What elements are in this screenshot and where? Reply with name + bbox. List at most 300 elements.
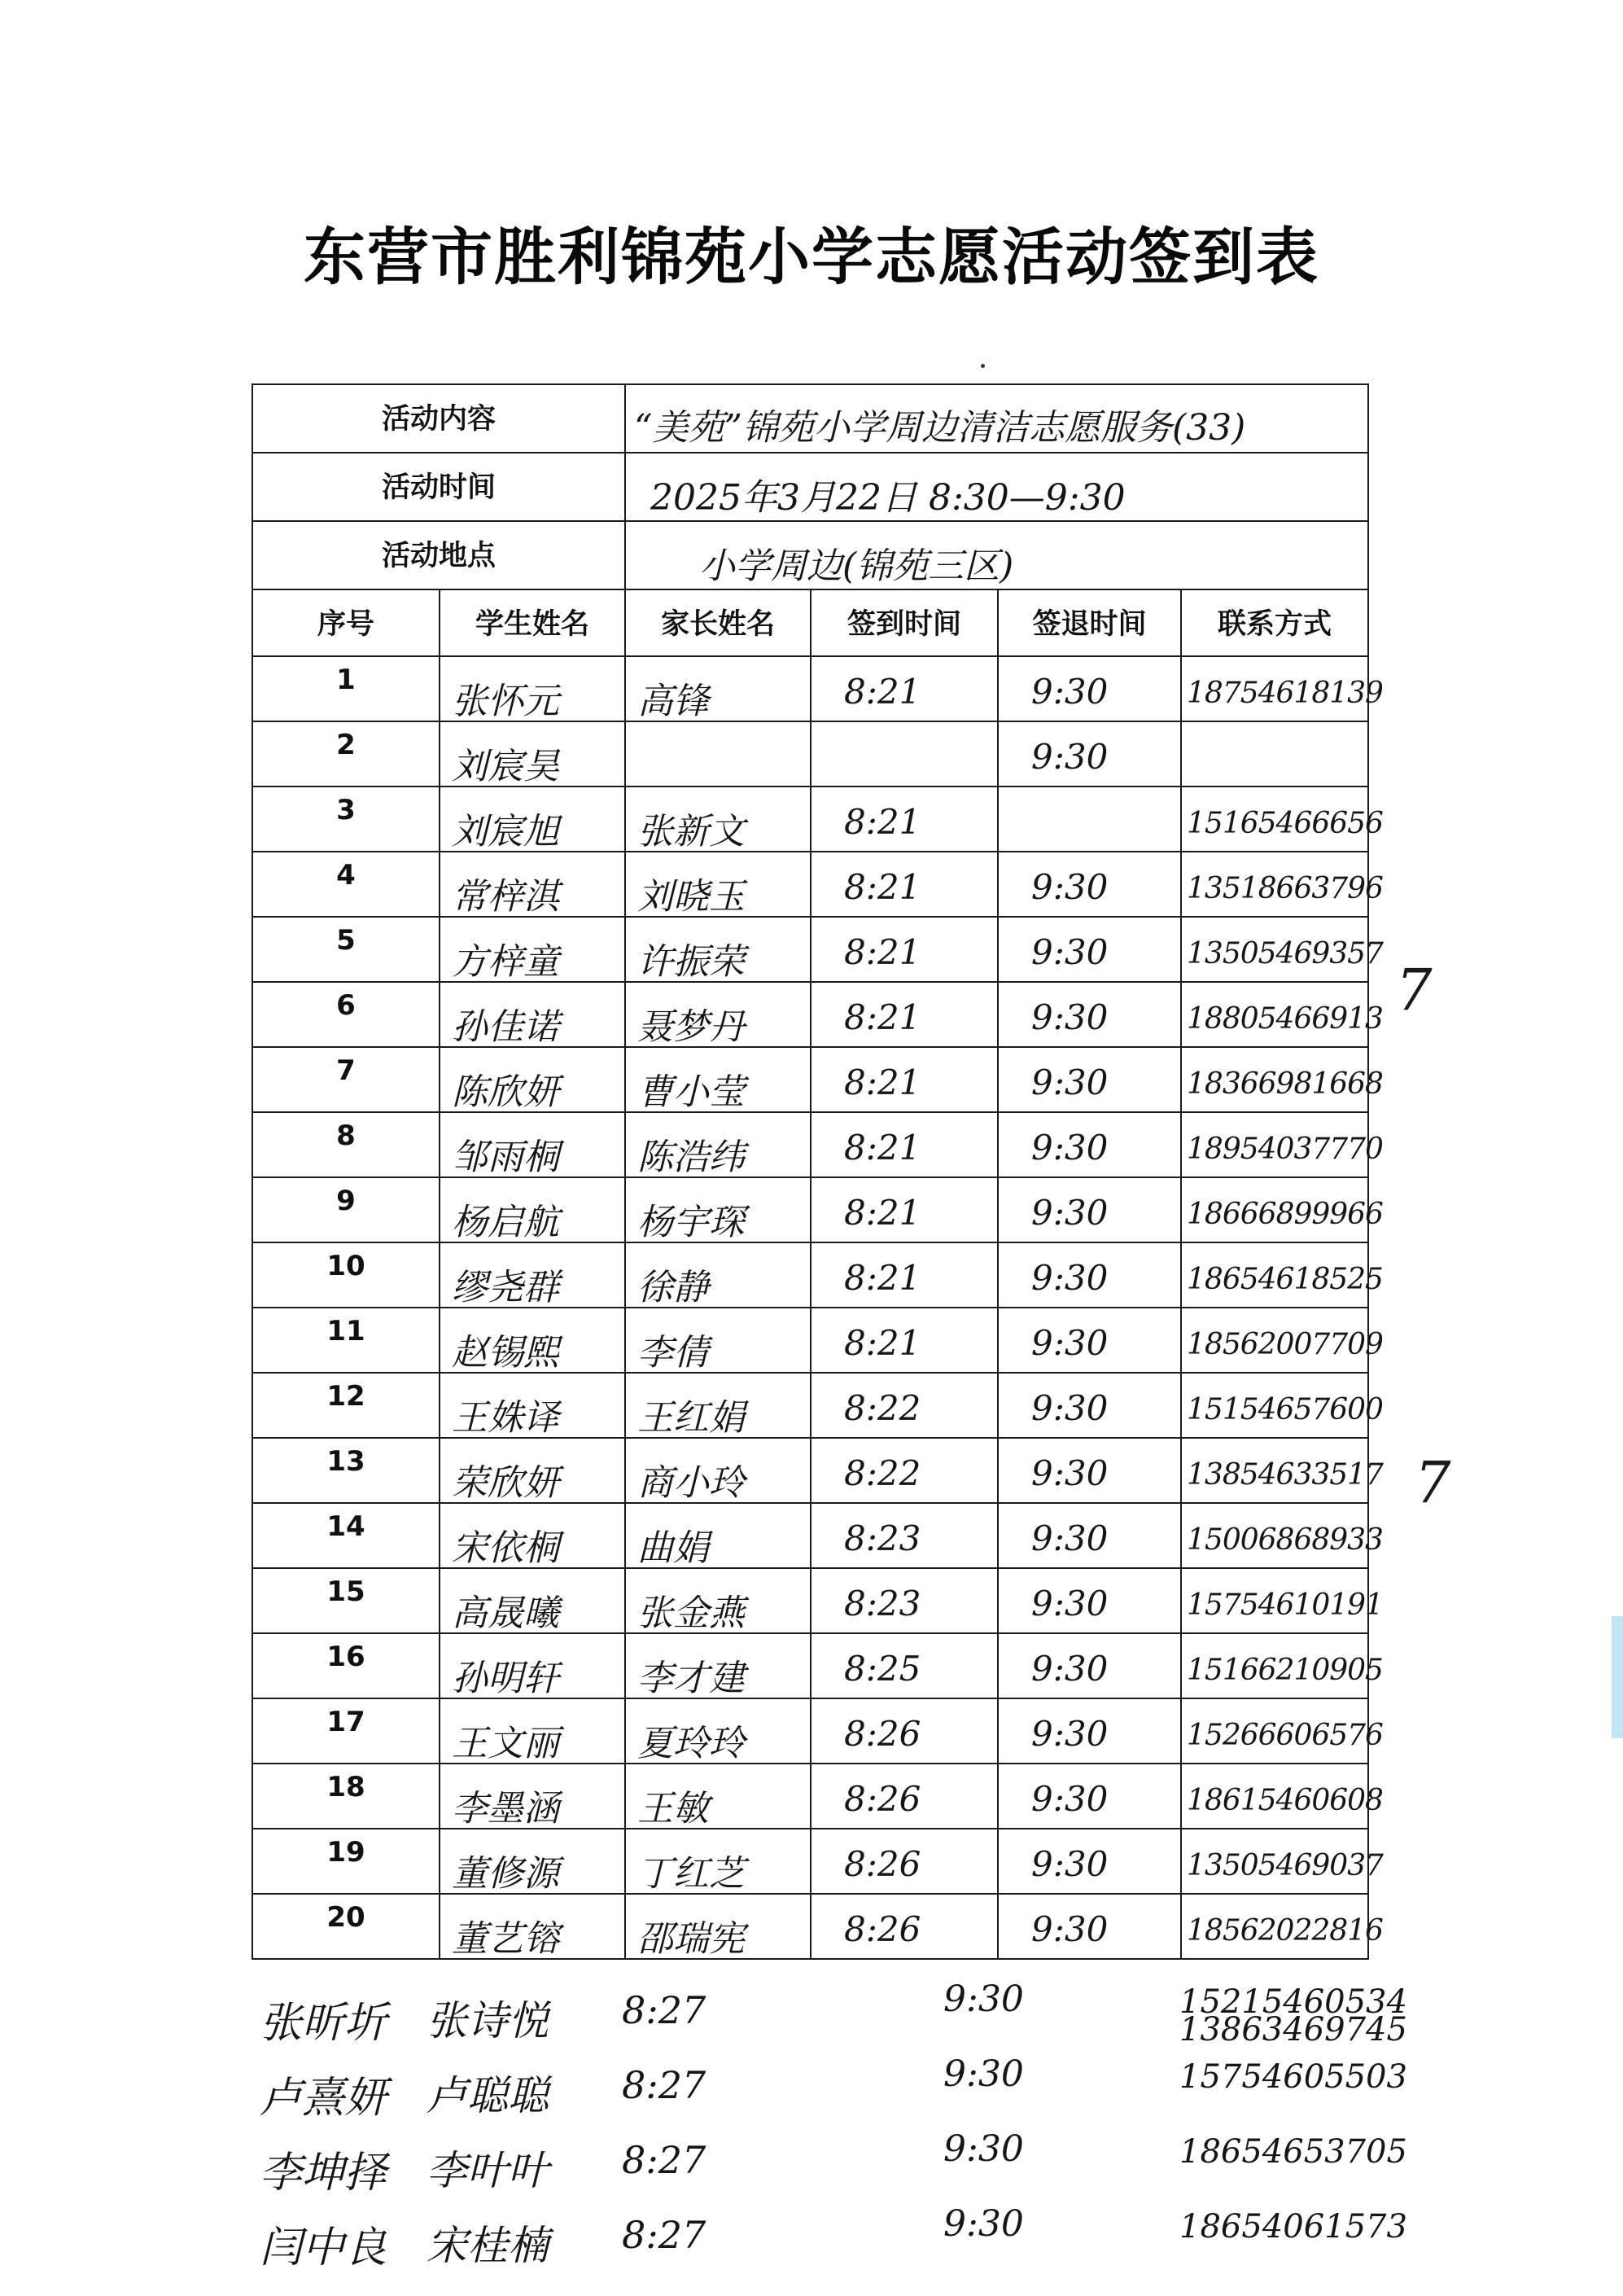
phone-number: 15754610191 [1187,1588,1383,1622]
student-name-cell [440,787,625,852]
phone-number: 15166210905 [1187,1654,1383,1687]
student-name-cell [440,1633,625,1698]
header-cell [1181,589,1368,656]
table-row [252,1112,1368,1177]
phone-number-cell [1181,1242,1383,1308]
seq-cell [252,721,440,787]
parent-name-cell [625,1112,811,1177]
header-checkin: 签到时间 [847,608,962,641]
parent-name: 夏玲玲 [637,1723,746,1764]
checkout-time: 9:30 [1031,867,1109,907]
phone-number: 18754618139 [1187,677,1383,710]
phone-number-cell [1181,917,1383,982]
seq-number: 13 [326,1445,365,1478]
phone-number: 18666899966 [1187,1198,1383,1231]
activity-time-value: 2025年3月22日 8:30—9:30 [650,477,1126,519]
table-row [252,1894,1368,1959]
parent-name: 陈浩纬 [637,1137,746,1178]
student-name: 李墨涵 [452,1788,559,1829]
seq-cell [252,1373,440,1438]
student-name: 杨启航 [452,1202,559,1243]
seq-number: 5 [336,924,356,957]
parent-name-cell [625,1829,811,1894]
parent-name: 李才建 [637,1658,746,1699]
phone-number-cell [1181,852,1383,917]
checkin-time-cell [811,1829,998,1894]
phone-number-cell [1181,1894,1383,1959]
header-row [252,589,1368,656]
checkout-time-cell [998,656,1181,721]
seq-cell [252,656,440,721]
student-name: 宋依桐 [452,1527,559,1569]
table-row [252,721,1368,787]
seq-cell [252,917,440,982]
student-name-cell [440,1764,625,1829]
extra-student-name: 张昕圻 [260,1999,387,2048]
seq-number: 11 [326,1315,365,1347]
header-checkout: 签退时间 [1032,608,1147,641]
student-name: 董艺镕 [452,1918,559,1960]
checkout-time: 9:30 [1031,1909,1109,1949]
student-name-cell [440,1503,625,1568]
student-name: 王姝译 [452,1397,559,1439]
table-row [252,1633,1368,1698]
phone-number-cell [1181,1308,1383,1373]
student-name-cell [440,1438,625,1503]
checkin-time-cell [811,1373,998,1438]
table-row [252,1829,1368,1894]
seq-cell [252,1764,440,1829]
seq-cell [252,1438,440,1503]
seq-cell [252,852,440,917]
phone-number-cell [1181,1633,1383,1698]
checkin-time-cell [811,1047,998,1112]
checkin-time: 8:21 [844,1128,921,1168]
checkout-time: 9:30 [1031,1258,1109,1298]
phone-number: 18954037770 [1187,1133,1383,1166]
parent-name-cell [625,1438,811,1503]
phone-number: 18615460608 [1187,1784,1383,1817]
student-name: 邹雨桐 [452,1137,559,1178]
checkout-time-cell [998,1829,1181,1894]
activity-content-label-cell [252,384,625,453]
student-name-cell [440,917,625,982]
activity-place-label-cell [252,521,625,589]
checkin-time-cell [811,787,998,852]
seq-number: 20 [326,1901,365,1934]
phone-number-cell [1181,656,1383,721]
table-row [252,1438,1368,1503]
phone-number-cell [1181,1503,1383,1568]
phone-overflow-digit: 7 [1415,1449,1451,1516]
seq-number: 10 [326,1250,365,1282]
extra-checkout-time: 9:30 [943,2128,1024,2170]
checkout-time: 9:30 [1031,672,1109,712]
activity-place-row [252,521,1368,589]
parent-name-cell [625,1764,811,1829]
table-row [252,1308,1368,1373]
student-name: 方梓童 [452,941,559,983]
checkout-time-cell [998,1568,1181,1633]
checkout-time: 9:30 [1031,1844,1109,1884]
student-name-cell [440,1894,625,1959]
checkout-time: 9:30 [1031,1063,1109,1102]
parent-name-cell [625,982,811,1047]
phone-number: 18805466913 [1187,1002,1383,1036]
student-name: 荣欣妍 [452,1462,559,1504]
checkin-time-cell [811,852,998,917]
parent-name: 高锋 [637,681,710,722]
checkout-time-cell [998,1894,1181,1959]
extra-parent-name: 卢聪聪 [427,2072,549,2119]
seq-number: 9 [336,1185,356,1217]
student-name: 刘宸昊 [452,746,559,787]
seq-cell [252,982,440,1047]
checkin-time: 8:21 [844,997,921,1037]
seq-number: 1 [336,664,356,696]
scan-edge-mark [1612,1616,1623,1738]
table-row [252,787,1368,852]
seq-cell [252,1177,440,1242]
phone-number-cell [1181,1698,1383,1764]
phone-number: 13518663796 [1187,872,1383,905]
page-title: 东营市胜利锦苑小学志愿活动签到表 [304,221,1319,293]
student-name: 陈欣妍 [452,1071,559,1113]
student-name-cell [440,982,625,1047]
checkout-time-cell [998,1503,1181,1568]
checkin-time: 8:21 [844,867,921,907]
table-row [252,917,1368,982]
checkout-time: 9:30 [1031,1518,1109,1558]
phone-number-cell [1181,787,1383,852]
student-name-cell [440,1698,625,1764]
seq-number: 8 [336,1120,356,1152]
activity-place-label: 活动地点 [382,540,497,572]
student-name: 刘宸旭 [452,811,559,852]
seq-cell [252,787,440,852]
phone-number: 13505469037 [1187,1849,1383,1882]
checkin-time-cell [811,1503,998,1568]
student-name: 高晟曦 [452,1593,559,1634]
checkin-time: 8:23 [844,1518,921,1558]
checkout-time: 9:30 [1031,1388,1109,1428]
phone-number-cell [1181,1568,1383,1633]
parent-name: 许振荣 [637,941,746,983]
activity-content-row [252,384,1368,453]
checkin-time-cell [811,982,998,1047]
student-name-cell [440,1308,625,1373]
seq-cell [252,1568,440,1633]
student-name-cell [440,1373,625,1438]
seq-cell [252,1698,440,1764]
student-name-cell [440,656,625,721]
phone-number-cell [1181,1047,1383,1112]
seq-number: 17 [326,1706,365,1738]
checkin-time: 8:26 [844,1779,921,1819]
extra-checkin-time: 8:27 [622,1988,707,2032]
extra-entries [252,1980,1472,2289]
checkin-time: 8:21 [844,1193,921,1233]
activity-time-label: 活动时间 [382,471,497,504]
extra-phone-number: 15215460534 13863469745 [1179,1983,1407,2048]
checkout-time: 9:30 [1031,1584,1109,1623]
signin-table [252,383,1383,1960]
checkout-time: 9:30 [1031,1323,1109,1363]
rows-body [252,656,1383,1960]
activity-time-value-cell [625,453,1368,521]
student-name: 孙明轩 [452,1658,559,1699]
student-name: 王文丽 [452,1723,559,1764]
checkout-time-cell [998,1438,1181,1503]
seq-cell [252,1242,440,1308]
parent-name-cell [625,1308,811,1373]
extra-checkout-time: 9:30 [943,2053,1024,2095]
parent-name: 刘晓玉 [637,876,746,918]
extra-phone-number: 15754605503 [1179,2058,1407,2096]
header-cell [440,589,625,656]
student-name-cell [440,1568,625,1633]
parent-name: 丁红芝 [637,1853,746,1895]
checkout-time-cell [998,917,1181,982]
seq-number: 4 [336,859,356,892]
checkout-time-cell [998,787,1181,852]
student-name-cell [440,721,625,787]
student-name: 赵锡熙 [452,1332,559,1374]
parent-name-cell [625,1242,811,1308]
parent-name: 王敏 [637,1788,710,1829]
seq-number: 18 [326,1771,365,1803]
header-cell [811,589,998,656]
parent-name-cell [625,1894,811,1959]
student-name-cell [440,1242,625,1308]
student-name: 董修源 [452,1853,559,1895]
phone-number: 15266606576 [1187,1719,1383,1752]
parent-name-cell [625,1568,811,1633]
student-name: 缪尧群 [452,1267,559,1308]
checkin-time: 8:21 [844,802,921,842]
phone-number-cell [1181,1829,1383,1894]
table-row [252,1568,1368,1633]
checkout-time-cell [998,982,1181,1047]
checkout-time: 9:30 [1031,1779,1109,1819]
phone-overflow-digit: 7 [1396,957,1433,1023]
extra-phone-number: 18654653705 [1179,2133,1407,2171]
checkin-time: 8:22 [844,1453,921,1493]
table-row [252,1698,1368,1764]
checkin-time: 8:21 [844,932,921,972]
checkout-time: 9:30 [1031,997,1109,1037]
activity-content-value-cell [625,384,1368,453]
parent-name-cell [625,917,811,982]
parent-name-cell [625,1698,811,1764]
student-name: 孙佳诺 [452,1006,559,1048]
phone-number-cell [1181,1112,1383,1177]
parent-name: 张金燕 [637,1593,746,1634]
extra-checkin-time: 8:27 [622,2063,707,2107]
header-student: 学生姓名 [475,608,590,641]
checkin-time-cell [811,1242,998,1308]
phone-number: 13854633517 [1187,1458,1383,1492]
parent-name-cell [625,852,811,917]
checkin-time-cell [811,1438,998,1503]
phone-number-cell [1181,1177,1383,1242]
phone-number: 13505469357 [1187,937,1383,971]
checkin-time-cell [811,1764,998,1829]
header-seq: 序号 [317,608,374,641]
activity-place-value-cell [625,521,1368,589]
parent-name: 聂梦丹 [637,1006,746,1048]
seq-number: 16 [326,1641,365,1673]
checkin-time-cell [811,917,998,982]
seq-cell [252,1829,440,1894]
checkout-time: 9:30 [1031,1128,1109,1168]
checkin-time: 8:22 [844,1388,921,1428]
parent-name-cell [625,1633,811,1698]
checkout-time-cell [998,1633,1181,1698]
checkin-time: 8:26 [844,1714,921,1754]
phone-number: 18366981668 [1187,1067,1383,1101]
checkin-time-cell [811,656,998,721]
checkout-time-cell [998,1308,1181,1373]
checkin-time: 8:26 [844,1844,921,1884]
checkin-time-cell [811,1177,998,1242]
parent-name: 曹小莹 [637,1071,746,1113]
checkout-time: 9:30 [1031,737,1109,777]
seq-number: 7 [336,1054,356,1087]
extra-checkout-time: 9:30 [943,2203,1024,2245]
parent-name: 杨宇琛 [637,1202,746,1243]
parent-name-cell [625,721,811,787]
parent-name-cell [625,1177,811,1242]
table-row [252,1177,1368,1242]
activity-content-label: 活动内容 [382,403,497,436]
seq-cell [252,1503,440,1568]
checkout-time: 9:30 [1031,1714,1109,1754]
extra-parent-name: 张诗悦 [427,1997,549,2044]
checkin-time: 8:21 [844,672,921,712]
seq-cell [252,1308,440,1373]
seq-cell [252,1633,440,1698]
checkin-time-cell [811,1698,998,1764]
activity-place-value: 小学周边(锦苑三区) [699,546,1014,587]
checkin-time: 8:23 [844,1584,921,1623]
table-row [252,656,1368,721]
phone-number-cell [1181,1764,1383,1829]
parent-name: 徐静 [637,1267,710,1308]
seq-cell [252,1047,440,1112]
checkin-time: 8:21 [844,1063,921,1102]
table-row [252,1764,1368,1829]
seq-cell [252,1112,440,1177]
checkin-time-cell [811,1112,998,1177]
seq-number: 19 [326,1836,365,1869]
activity-time-label-cell [252,453,625,521]
checkin-time: 8:21 [844,1258,921,1298]
header-cell [252,589,440,656]
checkin-time-cell [811,1894,998,1959]
stray-dot [981,364,985,368]
phone-number: 15154657600 [1187,1393,1383,1426]
header-cell [998,589,1181,656]
student-name-cell [440,1829,625,1894]
checkout-time-cell [998,721,1181,787]
phone-number: 15006868933 [1187,1523,1383,1557]
extra-parent-name: 宋桂楠 [427,2222,549,2269]
checkout-time-cell [998,1047,1181,1112]
checkout-time: 9:30 [1031,1453,1109,1493]
seq-number: 12 [326,1380,365,1413]
parent-name-cell [625,656,811,721]
parent-name-cell [625,1047,811,1112]
checkout-time: 9:30 [1031,932,1109,972]
checkin-time-cell [811,721,998,787]
checkout-time-cell [998,1112,1181,1177]
checkin-time: 8:26 [844,1909,921,1949]
checkout-time-cell [998,1764,1181,1829]
extra-checkin-time: 8:27 [622,2213,707,2257]
header-contact: 联系方式 [1218,608,1332,641]
parent-name-cell [625,787,811,852]
student-name: 常梓淇 [452,876,559,918]
checkin-time-cell [811,1308,998,1373]
student-name-cell [440,1112,625,1177]
extra-checkout-time: 9:30 [943,1978,1024,2020]
seq-number: 15 [326,1575,365,1608]
student-name-cell [440,1177,625,1242]
parent-name: 王红娟 [637,1397,746,1439]
parent-name: 曲娟 [637,1527,710,1569]
parent-name-cell [625,1373,811,1438]
phone-number: 15165466656 [1187,807,1383,840]
extra-checkin-time: 8:27 [622,2138,707,2182]
activity-time-row [252,453,1368,521]
parent-name: 张新文 [637,811,746,852]
parent-name-cell [625,1503,811,1568]
checkout-time-cell [998,1373,1181,1438]
activity-content-value: “美苑”锦苑小学周边清洁志愿服务(33) [634,407,1246,449]
student-name: 张怀元 [452,681,559,722]
seq-number: 3 [336,794,356,826]
extra-phone-number: 18654061573 [1179,2208,1407,2246]
extra-student-name: 闫中良 [260,2224,387,2272]
checkout-time: 9:30 [1031,1193,1109,1233]
checkout-time: 9:30 [1031,1649,1109,1689]
parent-name: 商小玲 [637,1462,746,1504]
parent-name: 李倩 [637,1332,710,1374]
phone-number: 18562022816 [1187,1914,1383,1948]
phone-number: 18654618525 [1187,1263,1383,1296]
checkin-time: 8:25 [844,1649,921,1689]
checkout-time-cell [998,1698,1181,1764]
checkout-time-cell [998,1177,1181,1242]
student-name-cell [440,1047,625,1112]
seq-number: 6 [336,989,356,1022]
table-row [252,1503,1368,1568]
phone-number-cell [1181,721,1368,787]
seq-number: 14 [326,1510,365,1543]
checkout-time-cell [998,852,1181,917]
phone-number-cell [1181,982,1383,1047]
extra-student-name: 卢熹妍 [260,2074,387,2123]
checkin-time: 8:21 [844,1323,921,1363]
table-row [252,852,1368,917]
header-cell [625,589,811,656]
parent-name: 邵瑞宪 [637,1918,746,1960]
phone-number: 18562007709 [1187,1328,1383,1361]
extra-parent-name: 李叶叶 [427,2147,549,2194]
table-row [252,1242,1368,1308]
extra-student-name: 李坤择 [260,2149,387,2197]
